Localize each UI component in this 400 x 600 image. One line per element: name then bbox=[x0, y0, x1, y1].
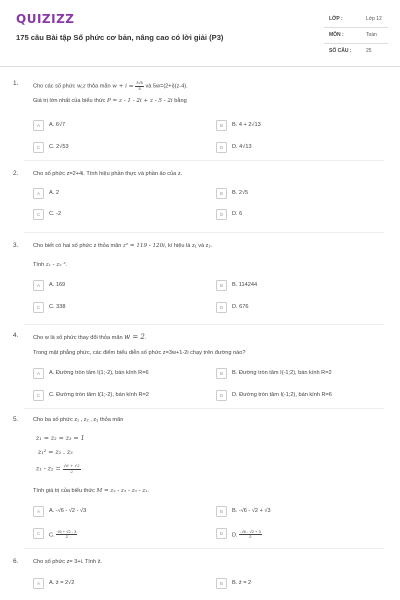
question-list: 1. Cho các số phức w,z thỏa mãn w + i = $\frac{3√5}{5}$ và 5w=(2+i)(z-4). Giá trị lớn nhất của biểu thức P = z - 1 - 2i + z - 5 - 2i bằng A A. 6√7 B B. 4 + 2√13 C C. 2√53 D D. 4√13 2. Cho số phức z=2+4i. Tính hiệu phần thực và phần ảo của z. A A. 2 B B. 2√5 C C. -2 D D. 6 3. Cho biết có hai số phức z thỏa mãn z² = 119 - 120i, kí hiệu là z₁ và z₂. Tính z₁ - z₂ ². A A. 169 B B. 114244 C C. 338 D D. 676 4. Cho w là số phức thay đổi thỏa mãn w = 2. Trong mặt phẳng phức, các điểm biểu diễn số phức z=3w+1-2i chạy trên đường nào? A A. Đường tròn tâm I(1;-2), bán kính R=6 B B. Đường tròn tâm I(-1;2), bán kính R=2 C C. Đường tròn tâm I(1;-2), bán kính R=2 D D. Đường tròn tâm I(-1;2), bán kính R=6 5. Cho ba số phức z₁ , z₂ , z₃ thỏa mãn z₁ = z₂ = z₃ = 1 z₁² = z₂ . z₃ z₁ - z₂ = $\frac{√6 + √2}{2}$ Tính giá trị của biểu thức M = z₂ - z₃ - z₃ - z₁. A A. -√6 - √2 - √3 B B. -√6 - √2 + √3 C C. $\frac{√6 + √2 - 3}{2}$ D D. $\frac{-√6 - √2 + 3}{2}$ 6. Cho số phức z= 3+i. Tính z̄. A A. z̄ = 2√2 B B. z̄ = 2 bbox=[0, 72, 400, 600]
question-number: 2. bbox=[13, 170, 19, 177]
divider bbox=[24, 324, 384, 325]
condition-1: z₁ = z₂ = z₃ = 1 bbox=[36, 435, 85, 442]
question-stem: Cho w là số phức thay đổi thỏa mãn w = 2. bbox=[33, 333, 147, 341]
divider bbox=[24, 232, 384, 233]
question-expression: Giá trị lớn nhất của biểu thức P = z - 1 - 2i + z - 5 - 2i bằng bbox=[33, 98, 187, 104]
meta-row-class: LỚP : Lớp 12 bbox=[324, 12, 388, 28]
meta-info bbox=[324, 12, 388, 59]
document-title: 175 câu Bài tập Số phức cơ bản, nâng cao có lời giải (P3) bbox=[16, 33, 224, 42]
divider bbox=[24, 548, 384, 549]
question-expression: Tính z₁ - z₂ ². bbox=[33, 262, 68, 268]
divider bbox=[24, 408, 384, 409]
condition-3: z₁ - z₂ = $\frac{√6 + √2}{2}$ bbox=[36, 463, 80, 474]
question-number: 1. bbox=[13, 80, 19, 87]
question-stem: Cho biết có hai số phức z thỏa mãn z² = 119 - 120i, kí hiệu là z₁ và z₂. bbox=[33, 243, 213, 249]
meta-row-subject: MÔN : Toán bbox=[324, 28, 388, 44]
condition-2: z₁² = z₂ . z₃ bbox=[38, 449, 73, 456]
question-number: 5. bbox=[13, 416, 19, 423]
question-number: 3. bbox=[13, 242, 19, 249]
question-stem: Cho ba số phức z₁ , z₂ , z₃ thỏa mãn bbox=[33, 417, 124, 423]
meta-row-count: SỐ CÂU : 25 bbox=[329, 48, 372, 54]
question-stem: Cho số phức z= 3+i. Tính z̄. bbox=[33, 559, 102, 565]
question-expression: Trong mặt phẳng phức, các điểm biểu diễn số phức z=3w+1-2i chạy trên đường nào? bbox=[33, 350, 246, 356]
question-stem: Cho số phức z=2+4i. Tính hiệu phần thực và phần ảo của z. bbox=[33, 171, 183, 177]
page-header bbox=[0, 0, 400, 67]
divider bbox=[24, 160, 384, 161]
question-stem: Cho các số phức w,z thỏa mãn w + i = $\frac{3√5}{5}$ và 5w=(2+i)(z-4). bbox=[33, 80, 188, 91]
question-expression: Tính giá trị của biểu thức M = z₂ - z₃ - z₃ - z₁. bbox=[33, 488, 150, 494]
question-number: 4. bbox=[13, 332, 19, 339]
quizizz-logo: QUIZIZZ bbox=[16, 12, 75, 26]
question-number: 6. bbox=[13, 558, 19, 565]
